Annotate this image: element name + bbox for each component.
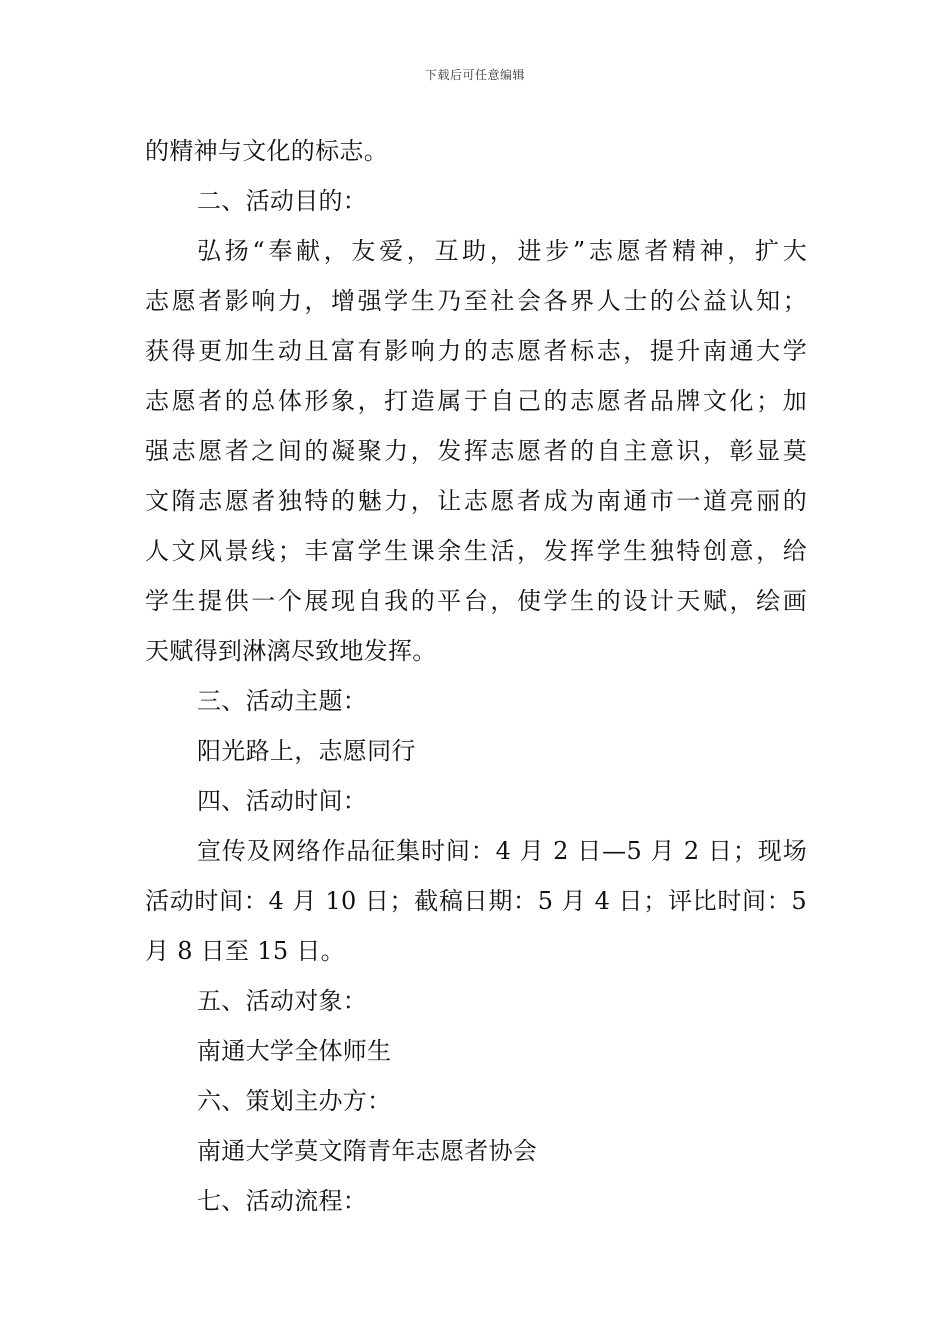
organizer-text: 南通大学莫文隋青年志愿者协会 [197,1137,538,1165]
paragraph-line: 天赋得到淋漓尽致地发挥。 [145,637,437,665]
paragraph-line: 文隋志愿者独特的魅力，让志愿者成为南通市一道亮丽的 [145,487,807,515]
target-text: 南通大学全体师生 [197,1037,392,1065]
paragraph-line: 强志愿者之间的凝聚力，发挥志愿者的自主意识，彰显莫 [145,437,807,465]
paragraph-line: 月 8 日至 15 日。 [145,937,345,965]
section-heading-organizer: 六、策划主办方： [197,1087,392,1115]
paragraph-line: 宣传及网络作品征集时间：4 月 2 日—5 月 2 日；现场 [197,837,807,865]
document-body [145,126,807,1226]
section-heading-process: 七、活动流程： [197,1187,368,1215]
section-heading-target: 五、活动对象： [197,987,368,1015]
paragraph-line: 志愿者影响力，增强学生乃至社会各界人士的公益认知； [145,287,807,315]
theme-text: 阳光路上，志愿同行 [197,737,416,765]
page-header: 下载后可任意编辑 [424,68,525,82]
paragraph-line: 弘扬“奉献，友爱，互助，进步”志愿者精神，扩大 [197,237,807,265]
section-heading-theme: 三、活动主题： [197,687,368,715]
section-heading-purpose: 二、活动目的： [197,187,368,215]
paragraph-line: 志愿者的总体形象，打造属于自己的志愿者品牌文化；加 [145,387,807,415]
paragraph-line: 获得更加生动且富有影响力的志愿者标志，提升南通大学 [145,337,807,365]
paragraph-line: 活动时间：4 月 10 日；截稿日期：5 月 4 日；评比时间：5 [145,887,807,915]
section-heading-time: 四、活动时间： [197,787,368,815]
paragraph-line: 人文风景线；丰富学生课余生活，发挥学生独特创意，给 [145,537,807,565]
paragraph-line: 学生提供一个展现自我的平台，使学生的设计天赋，绘画 [145,587,807,615]
paragraph-line: 的精神与文化的标志。 [145,137,388,165]
